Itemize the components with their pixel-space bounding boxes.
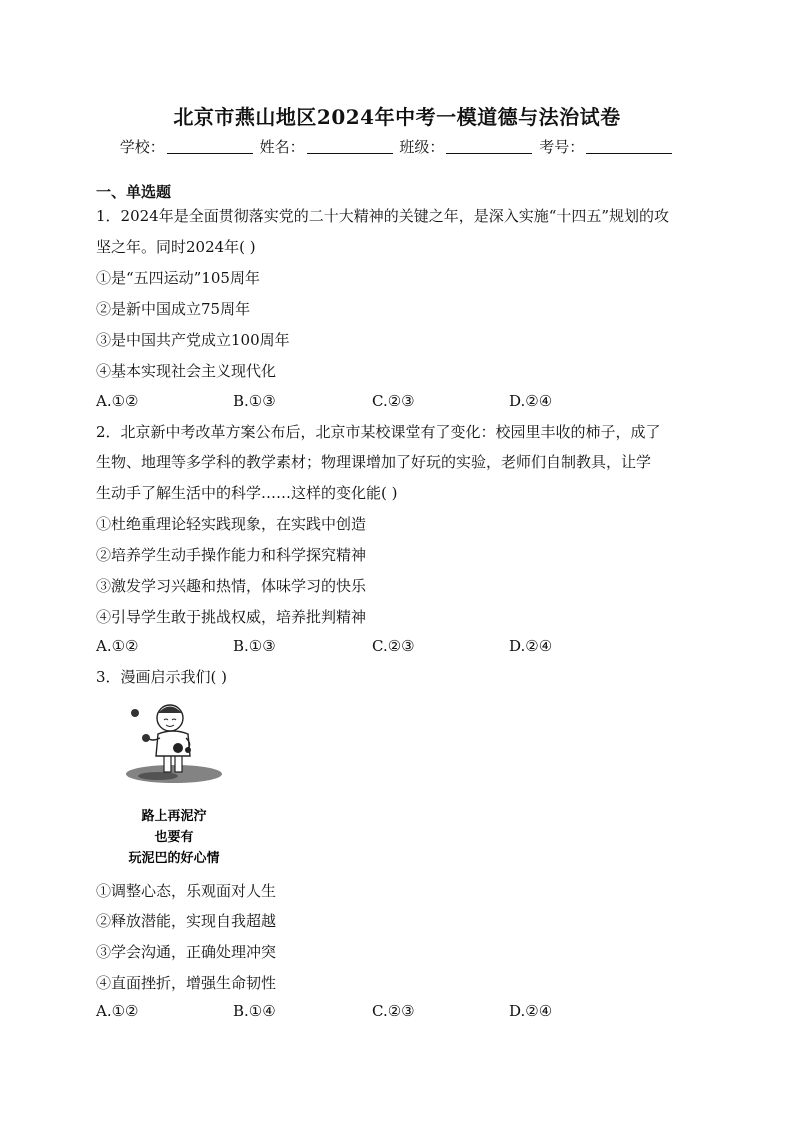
- q2-item-4: ④引导学生敢于挑战权威，培养批判精神: [96, 608, 367, 626]
- q2-option-c[interactable]: C.②③: [372, 637, 415, 655]
- q1-stem-line-1: 1．2024年是全面贯彻落实党的二十大精神的关键之年，是深入实施“十四五”规划的攻: [96, 207, 670, 225]
- q1-item-1: ①是“五四运动”105周年: [96, 269, 260, 287]
- school-blank[interactable]: [167, 139, 253, 154]
- q1-stem-line-2: 坚之年。同时2024年( ): [96, 238, 256, 256]
- q3-stem: 3．漫画启示我们( ): [96, 668, 228, 686]
- q2-stem-line-1: 2．北京新中考改革方案公布后，北京市某校课堂有了变化：校园里丰收的柿子，成了: [96, 423, 661, 441]
- q3-item-2: ②释放潜能，实现自我超越: [96, 912, 277, 930]
- q3-option-a[interactable]: A.①②: [96, 1002, 139, 1020]
- q2-item-2: ②培养学生动手操作能力和科学探究精神: [96, 546, 367, 564]
- student-info-row: [0, 136, 794, 157]
- q1-option-b[interactable]: B.①③: [233, 392, 276, 410]
- q3-option-c[interactable]: C.②③: [372, 1002, 415, 1020]
- q1-item-3: ③是中国共产党成立100周年: [96, 331, 290, 349]
- q2-stem-line-3: 生动手了解生活中的科学……这样的变化能( ): [96, 484, 398, 502]
- class-blank[interactable]: [446, 139, 532, 154]
- section-heading: 一、单选题: [96, 183, 172, 201]
- name-label: 姓名：: [259, 138, 305, 156]
- q3-option-b[interactable]: B.①④: [233, 1002, 276, 1020]
- q1-option-a[interactable]: A.①②: [96, 392, 139, 410]
- comic-caption-line-3: 玩泥巴的好心情: [128, 851, 220, 866]
- q1-option-d[interactable]: D.②④: [509, 392, 553, 410]
- q2-option-a[interactable]: A.①②: [96, 637, 139, 655]
- comic-caption-line-1: 路上再泥泞: [141, 809, 207, 824]
- comic-drawing: [118, 698, 228, 870]
- q1-item-2: ②是新中国成立75周年: [96, 300, 251, 318]
- q1-option-c[interactable]: C.②③: [372, 392, 415, 410]
- comic-illustration: [118, 698, 228, 870]
- exam-title: 北京市燕山地区2024年中考一模道德与法治试卷: [173, 105, 621, 129]
- q2-option-d[interactable]: D.②④: [509, 637, 553, 655]
- q1-item-4: ④基本实现社会主义现代化: [96, 362, 277, 380]
- q3-item-4: ④直面挫折，增强生命韧性: [96, 974, 277, 992]
- comic-caption-line-2: 也要有: [154, 830, 194, 845]
- name-blank[interactable]: [307, 139, 393, 154]
- exam-number-blank[interactable]: [586, 139, 672, 154]
- q3-item-3: ③学会沟通，正确处理冲突: [96, 943, 277, 961]
- q3-item-1: ①调整心态，乐观面对人生: [96, 882, 277, 900]
- class-label: 班级：: [399, 138, 445, 156]
- q2-item-3: ③激发学习兴趣和热情，体味学习的快乐: [96, 577, 367, 595]
- q2-item-1: ①杜绝重理论轻实践现象，在实践中创造: [96, 515, 367, 533]
- exam-number-label: 考号：: [539, 138, 585, 156]
- q2-option-b[interactable]: B.①③: [233, 637, 276, 655]
- school-label: 学校：: [119, 138, 165, 156]
- q3-option-d[interactable]: D.②④: [509, 1002, 553, 1020]
- q2-stem-line-2: 生物、地理等多学科的教学素材；物理课增加了好玩的实验，老师们自制教具，让学: [96, 453, 652, 471]
